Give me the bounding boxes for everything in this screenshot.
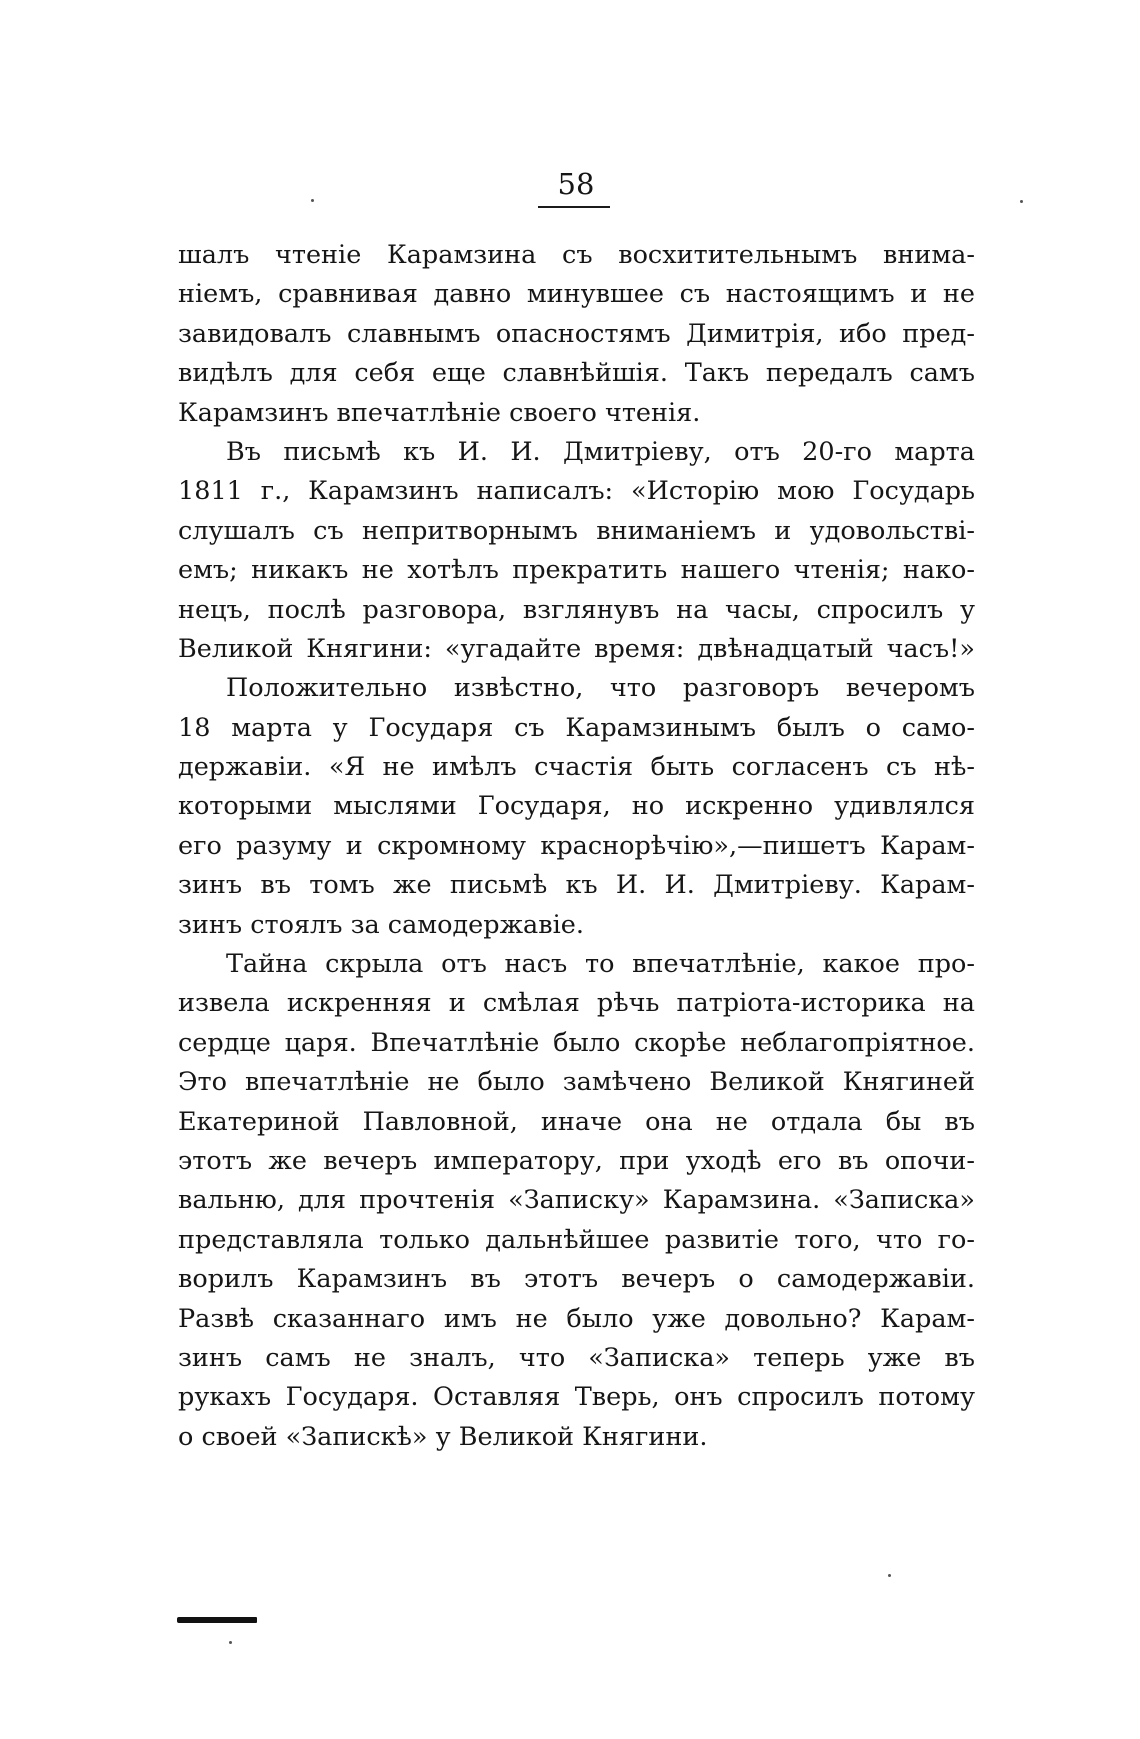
- end-rule: [177, 1617, 257, 1623]
- scan-speck: [229, 1641, 232, 1644]
- text-line: Въ письмѣ къ И. И. Дмитріеву, отъ 20-го марта: [226, 436, 975, 467]
- text-line: емъ; никакъ не хотѣлъ прекратить нашего чтенія; нако-: [178, 555, 975, 586]
- text-line: зинъ въ томъ же письмѣ къ И. И. Дмитріеву. Карам-: [178, 870, 975, 901]
- text-line: зинъ самъ не зналъ, что «Записка» теперь уже въ: [178, 1342, 975, 1373]
- scan-speck: [311, 199, 314, 202]
- text-line: Положительно извѣстно, что разговоръ вечеромъ: [226, 673, 975, 704]
- text-line: этотъ же вечеръ императору, при уходѣ его въ опочи-: [178, 1145, 975, 1176]
- text-line: извела искренняя и смѣлая рѣчь патріота-историка на: [178, 988, 975, 1019]
- text-line: ворилъ Карамзинъ въ этотъ вечеръ о самодержавіи.: [178, 1264, 975, 1295]
- text-line: Развѣ сказаннаго имъ не было уже довольно? Карам-: [178, 1303, 975, 1334]
- text-line: рукахъ Государя. Оставляя Тверь, онъ спросилъ потому: [178, 1382, 975, 1413]
- text-line: Тайна скрыла отъ насъ то впечатлѣніе, какое про-: [226, 949, 975, 980]
- text-line: видѣлъ для себя еще славнѣйшія. Такъ передалъ самъ: [178, 358, 975, 389]
- text-line: которыми мыслями Государя, но искренно удивлялся: [178, 791, 975, 822]
- text-line: вальню, для прочтенія «Записку» Карамзина. «Записка»: [178, 1185, 975, 1216]
- text-line: сердце царя. Впечатлѣніе было скорѣе неблагопріятное.: [178, 1027, 975, 1058]
- text-line: ніемъ, сравнивая давно минувшее съ настоящимъ и не: [178, 279, 975, 310]
- text-line: 18 марта у Государя съ Карамзинымъ былъ о само-: [178, 712, 975, 743]
- text-line: о своей «Запискѣ» у Великой Княгини.: [178, 1421, 708, 1452]
- text-line: нецъ, послѣ разговора, взглянувъ на часы, спросилъ у: [178, 594, 975, 625]
- text-line: Великой Княгини: «угадайте время: двѣнадцатый часъ!»: [178, 633, 975, 664]
- scan-speck: [888, 1574, 891, 1577]
- text-line: завидовалъ славнымъ опасностямъ Димитрія, ибо пред-: [178, 318, 975, 349]
- text-line: слушалъ съ непритворнымъ вниманіемъ и удовольстві-: [178, 515, 975, 546]
- text-line: Это впечатлѣніе не было замѣчено Великой Княгиней: [178, 1067, 975, 1098]
- text-line: Карамзинъ впечатлѣніе своего чтенія.: [178, 397, 701, 428]
- text-line: 1811 г., Карамзинъ написалъ: «Исторію мою Государь: [178, 476, 975, 507]
- page-number: 58: [557, 167, 595, 201]
- text-line: представляла только дальнѣйшее развитіе того, что го-: [178, 1224, 975, 1255]
- text-line: его разуму и скромному краснорѣчію»,—пишетъ Карам-: [178, 830, 975, 861]
- page-number-rule: [538, 206, 610, 208]
- text-line: державіи. «Я не имѣлъ счастія быть согласенъ съ нѣ-: [178, 752, 975, 783]
- text-line: шалъ чтеніе Карамзина съ восхитительнымъ внима-: [178, 240, 975, 270]
- text-line: зинъ стоялъ за самодержавіе.: [178, 909, 584, 940]
- text-line: Екатериной Павловной, иначе она не отдала бы въ: [178, 1106, 975, 1137]
- scan-speck: [1020, 200, 1023, 203]
- text-block: [178, 236, 975, 1457]
